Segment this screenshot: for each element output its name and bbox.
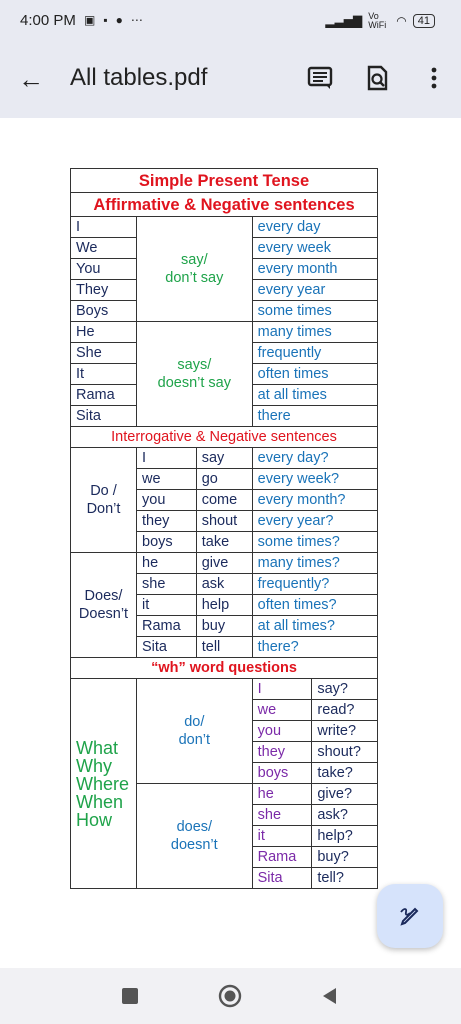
subject-cell: You: [71, 259, 137, 280]
subject-cell: boys: [252, 763, 312, 784]
table-subtitle: Affirmative & Negative sentences: [71, 193, 378, 217]
back-triangle-icon[interactable]: [318, 984, 342, 1008]
table-title: Simple Present Tense: [71, 169, 378, 193]
aux-cell: does/ doesn’t: [137, 784, 253, 889]
comment-icon[interactable]: [306, 64, 334, 92]
verb-cell: read?: [312, 700, 378, 721]
verb-cell: take: [196, 532, 252, 553]
status-time: 4:00 PM: [20, 12, 76, 29]
verb-cell: ask: [196, 574, 252, 595]
subject-cell: Boys: [71, 301, 137, 322]
verb-cell: give?: [312, 784, 378, 805]
image-notification-icon: ▪: [103, 13, 108, 27]
status-bar: [0, 0, 461, 42]
home-circle-icon[interactable]: [218, 984, 242, 1008]
table-row: [71, 217, 378, 238]
subject-cell: It: [71, 364, 137, 385]
signal-icon: ▂▃▅▇: [325, 14, 363, 28]
time-cell: many times: [252, 322, 377, 343]
verb-cell: shout: [196, 511, 252, 532]
time-cell: at all times?: [252, 616, 377, 637]
edit-pen-icon: [397, 903, 423, 929]
wh-title: “wh” word questions: [71, 658, 378, 679]
wh-words-cell: What Why Where When How: [71, 679, 137, 889]
aux-cell: Does/ Doesn’t: [71, 553, 137, 658]
verb-cell: give: [196, 553, 252, 574]
subject-cell: we: [252, 700, 312, 721]
verb-cell: go: [196, 469, 252, 490]
aux-cell: Do / Don’t: [71, 448, 137, 553]
subject-cell: they: [137, 511, 197, 532]
subject-cell: I: [252, 679, 312, 700]
wifi-icon: ◠: [396, 14, 407, 28]
app-bar: [0, 42, 461, 118]
verb-cell: write?: [312, 721, 378, 742]
table-row: [71, 448, 378, 469]
grammar-table: [70, 168, 378, 889]
wh-section: [71, 679, 378, 889]
app-notification-icon: ▣: [84, 13, 96, 27]
subject-cell: She: [71, 343, 137, 364]
interrogative-section-1: [71, 448, 378, 553]
aux-cell: do/ don’t: [137, 679, 253, 784]
subject-cell: Sita: [71, 406, 137, 427]
time-cell: every year?: [252, 511, 377, 532]
time-cell: every year: [252, 280, 377, 301]
verb-cell: ask?: [312, 805, 378, 826]
subject-cell: he: [137, 553, 197, 574]
time-cell: often times?: [252, 595, 377, 616]
subject-cell: he: [252, 784, 312, 805]
pdf-page: [0, 118, 461, 968]
vowifi-label: Vo WiFi: [368, 11, 387, 30]
verb-cell: say: [196, 448, 252, 469]
time-cell: often times: [252, 364, 377, 385]
table-row: [71, 553, 378, 574]
more-vert-icon[interactable]: [420, 64, 448, 92]
subject-cell: we: [137, 469, 197, 490]
affirmative-section-2: [71, 322, 378, 427]
table-row: [71, 679, 378, 700]
time-cell: some times: [252, 301, 377, 322]
square-nav-icon[interactable]: [118, 984, 142, 1008]
subject-cell: you: [252, 721, 312, 742]
verb-cell: say?: [312, 679, 378, 700]
subject-cell: We: [71, 238, 137, 259]
subject-cell: Rama: [252, 847, 312, 868]
system-nav-bar: [0, 968, 461, 1024]
battery-icon: 41: [413, 14, 435, 28]
time-cell: every day: [252, 217, 377, 238]
time-cell: frequently: [252, 343, 377, 364]
search-doc-icon[interactable]: [363, 64, 391, 92]
time-cell: there?: [252, 637, 377, 658]
subject-cell: Rama: [137, 616, 197, 637]
edit-fab[interactable]: [377, 884, 443, 948]
time-cell: every month?: [252, 490, 377, 511]
more-notifications-icon: ⋯: [130, 13, 143, 27]
verb-cell: say/ don’t say: [137, 217, 253, 322]
subject-cell: they: [252, 742, 312, 763]
subject-cell: I: [71, 217, 137, 238]
subject-cell: she: [137, 574, 197, 595]
time-cell: every day?: [252, 448, 377, 469]
subject-cell: she: [252, 805, 312, 826]
notification-icons: [84, 13, 143, 27]
time-cell: every week?: [252, 469, 377, 490]
time-cell: there: [252, 406, 377, 427]
time-cell: every month: [252, 259, 377, 280]
verb-cell: help: [196, 595, 252, 616]
verb-cell: buy: [196, 616, 252, 637]
time-cell: many times?: [252, 553, 377, 574]
subject-cell: Rama: [71, 385, 137, 406]
subject-cell: it: [137, 595, 197, 616]
time-cell: frequently?: [252, 574, 377, 595]
interrogative-section-2: [71, 553, 378, 658]
verb-cell: help?: [312, 826, 378, 847]
verb-cell: tell?: [312, 868, 378, 889]
verb-cell: tell: [196, 637, 252, 658]
document-title: All tables.pdf: [70, 64, 208, 91]
back-arrow-icon[interactable]: ←: [18, 64, 44, 94]
table-row: [71, 322, 378, 343]
subject-cell: He: [71, 322, 137, 343]
subject-cell: Sita: [252, 868, 312, 889]
subject-cell: I: [137, 448, 197, 469]
subject-cell: boys: [137, 532, 197, 553]
verb-cell: buy?: [312, 847, 378, 868]
subject-cell: Sita: [137, 637, 197, 658]
time-cell: every week: [252, 238, 377, 259]
chrome-notification-icon: ●: [115, 13, 123, 27]
time-cell: some times?: [252, 532, 377, 553]
verb-cell: says/ doesn’t say: [137, 322, 253, 427]
subject-cell: it: [252, 826, 312, 847]
verb-cell: shout?: [312, 742, 378, 763]
interrogative-title: Interrogative & Negative sentences: [71, 427, 378, 448]
system-icons: [325, 12, 435, 30]
subject-cell: you: [137, 490, 197, 511]
affirmative-section-1: [71, 217, 378, 322]
subject-cell: They: [71, 280, 137, 301]
verb-cell: take?: [312, 763, 378, 784]
time-cell: at all times: [252, 385, 377, 406]
verb-cell: come: [196, 490, 252, 511]
